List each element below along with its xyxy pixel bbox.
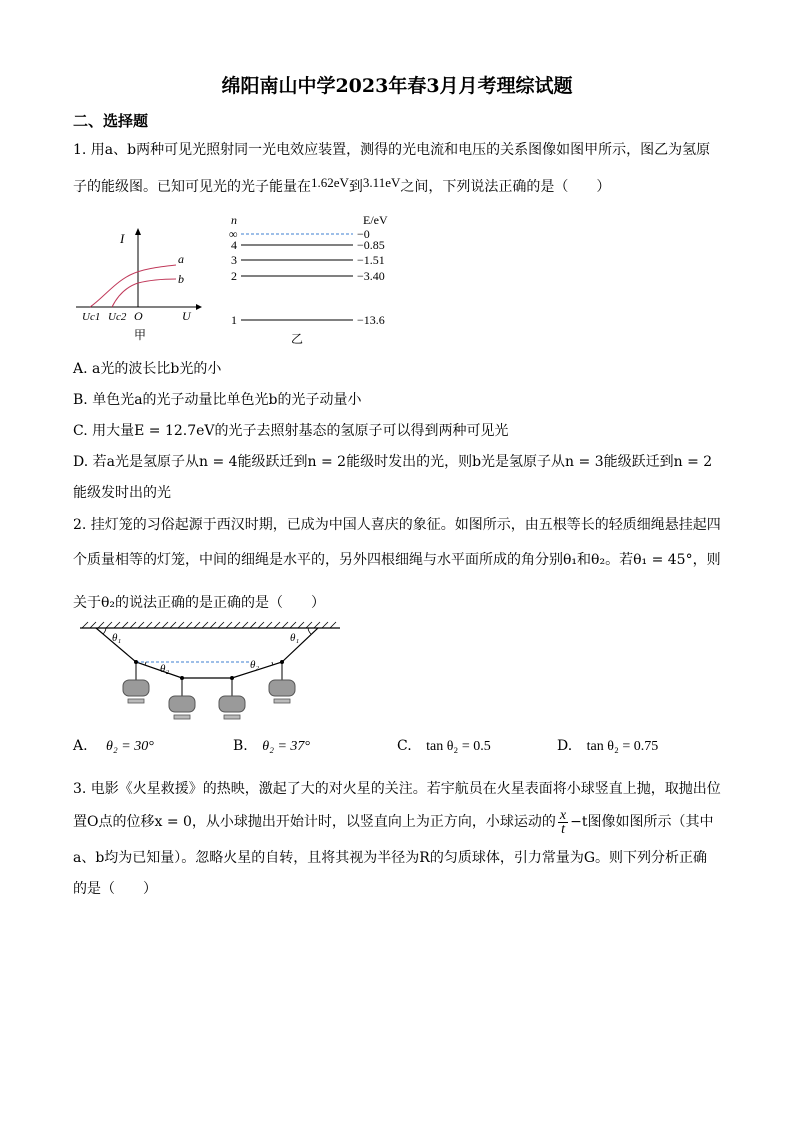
fraction-denominator: t bbox=[561, 821, 565, 837]
lantern-4-icon bbox=[269, 680, 295, 703]
q2-option-d-value: tan θ₂ = 0.75 bbox=[586, 739, 659, 754]
figure-jia-iu-graph bbox=[74, 225, 204, 345]
q3-stem-line1: 3. 电影《火星救援》的热映，激起了大的对火星的关注。若宇航员在火星表面将小球竖直上抛，取抛出位 bbox=[73, 781, 721, 797]
level-1-n: 1 bbox=[231, 313, 237, 327]
level-inf-e: −0 bbox=[357, 227, 370, 241]
level-4-e: −0.85 bbox=[357, 238, 385, 252]
energy-low: 1.62eV bbox=[311, 175, 349, 190]
theta1-right-arc bbox=[308, 628, 311, 634]
q2-option-d-label: D. bbox=[557, 738, 573, 754]
q2-option-b-label: B. bbox=[233, 738, 248, 754]
q2-stem-line2: 个质量相等的灯笼，中间的细绳是水平的，另外四根细绳与水平面所成的角分别θ₁和θ₂。若θ₁ = 45°，则 bbox=[73, 552, 721, 568]
level-3-n: 3 bbox=[231, 253, 237, 267]
rope-chain bbox=[96, 628, 318, 678]
q1-stem-line2-pre: 子的能级图。已知可见光的光子能量在 bbox=[73, 179, 311, 195]
lantern-1-icon bbox=[123, 680, 149, 703]
u-axis-arrow-icon bbox=[196, 304, 202, 310]
level-1-e: −13.6 bbox=[357, 313, 385, 327]
figure-lanterns bbox=[74, 620, 344, 722]
level-2-n: 2 bbox=[231, 269, 237, 283]
section-heading: 二、选择题 bbox=[73, 112, 149, 130]
q3-stem-line2-post: −t图像如图所示（其中 bbox=[570, 814, 714, 830]
q2-option-a-label: A. bbox=[73, 738, 88, 754]
q3-stem-line3: a、b均为已知量）。忽略火星的自转，且将其视为半径为R的匀质球体，引力常量为G。则下列分析正确 bbox=[73, 850, 708, 866]
level-4-n: 4 bbox=[231, 238, 237, 252]
q1-stem-line2-post: 之间，下列说法正确的是（ ） bbox=[400, 179, 611, 195]
curve-b bbox=[112, 279, 176, 307]
level-2-e: −3.40 bbox=[357, 269, 385, 283]
q3-stem-line2 bbox=[73, 804, 714, 840]
q2-stem-line1: 2. 挂灯笼的习俗起源于西汉时期，已成为中国人喜庆的象征。如图所示，由五根等长的轻质细绳悬挂起四 bbox=[73, 517, 721, 533]
q1-option-d-line2: 能级发时出的光 bbox=[73, 485, 171, 501]
label-uc2: Uc2 bbox=[108, 311, 127, 323]
curve-a bbox=[90, 265, 176, 307]
q3-stem-line4: 的是（ ） bbox=[73, 881, 157, 897]
q2-option-c bbox=[397, 738, 491, 755]
label-theta2-right: θ₂ bbox=[250, 659, 260, 671]
fraction-numerator: x bbox=[559, 807, 567, 823]
label-i: I bbox=[120, 231, 125, 246]
q2-option-b bbox=[233, 738, 310, 755]
q2-stem-line3: 关于θ₂的说法正确的是正确的是（ ） bbox=[73, 595, 326, 611]
lantern-3-icon bbox=[219, 696, 245, 719]
q1-stem-line2 bbox=[73, 177, 610, 197]
q2-option-a-value: θ₂ = 30° bbox=[106, 739, 154, 754]
q2-option-b-value: θ₂ = 37° bbox=[262, 739, 310, 754]
q1-option-d-line1: D. 若a光是氢原子从n = 4能级跃迁到n = 2能级时发出的光，则b光是氢原子从n = 3能级跃迁到n = 2 bbox=[73, 454, 713, 470]
label-b: b bbox=[178, 272, 184, 286]
i-axis-arrow-icon bbox=[135, 228, 141, 235]
theta2-left-arc bbox=[145, 662, 146, 665]
q1-option-c: C. 用大量E = 12.7eV的光子去照射基态的氢原子可以得到两种可见光 bbox=[73, 423, 509, 439]
q1-stem-line2-mid: 到 bbox=[348, 179, 363, 195]
theta1-left-arc bbox=[103, 628, 106, 634]
q2-option-c-label: C. bbox=[397, 738, 412, 754]
q2-option-a bbox=[73, 738, 154, 755]
label-a: a bbox=[178, 252, 184, 266]
q3-stem-line2-pre: 置O点的位移x = 0，从小球抛出开始计时，以竖直向上为正方向，小球运动的 bbox=[73, 814, 556, 830]
ceiling-hatch bbox=[82, 622, 336, 628]
label-theta1-right: θ₁ bbox=[290, 632, 300, 644]
lantern-2-icon bbox=[169, 696, 195, 719]
caption-jia: 甲 bbox=[134, 328, 147, 342]
energy-high: 3.11eV bbox=[362, 175, 401, 190]
label-n: n bbox=[231, 213, 237, 227]
label-u: U bbox=[182, 309, 191, 323]
level-inf-n: ∞ bbox=[229, 227, 238, 241]
q2-option-d bbox=[557, 738, 658, 755]
q1-stem-line1: 1. 用a、b两种可见光照射同一光电效应装置，测得的光电流和电压的关系图像如图甲所示，图乙为氢原 bbox=[73, 142, 711, 158]
page-title: 绵阳南山中学2023年春3月月考理综试题 bbox=[221, 75, 573, 97]
label-uc1: Uc1 bbox=[82, 311, 101, 323]
label-theta1-left: θ₁ bbox=[112, 632, 122, 644]
level-3-e: −1.51 bbox=[357, 253, 385, 267]
caption-yi: 乙 bbox=[291, 332, 304, 346]
q2-option-c-value: tan θ₂ = 0.5 bbox=[426, 739, 491, 754]
x-over-t-fraction bbox=[558, 809, 568, 836]
label-origin: O bbox=[134, 309, 143, 323]
label-theta2-left: θ₂ bbox=[160, 663, 170, 675]
label-e-unit: E/eV bbox=[363, 213, 388, 227]
q1-option-b: B. 单色光a的光子动量比单色光b的光子动量小 bbox=[73, 392, 362, 408]
q1-option-a: A. a光的波长比b光的小 bbox=[73, 361, 222, 377]
figure-yi-energy-levels bbox=[225, 212, 400, 347]
